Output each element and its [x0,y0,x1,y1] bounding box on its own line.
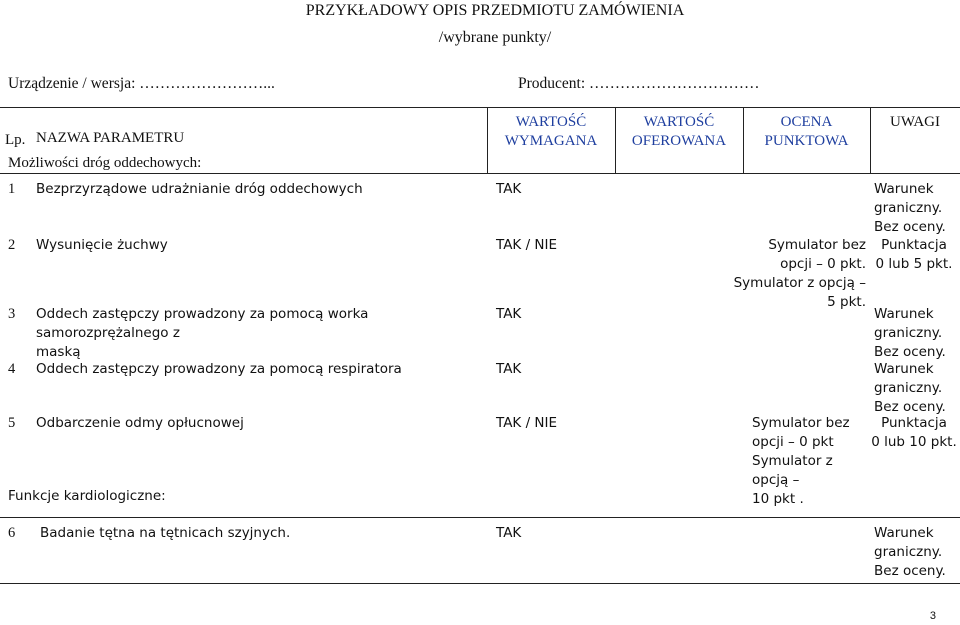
row-1-lp: 1 [8,181,16,197]
document-subtitle: /wybrane punkty/ [438,29,552,46]
document-title: PRZYKŁADOWY OPIS PRZEDMIOTU ZAMÓWIENIA [305,2,685,19]
row-2-score: Symulator bez opcji – 0 pkt. Symulator z opcją – 5 pkt. [733,237,866,310]
row-5-lp: 5 [8,415,16,431]
row-4-required: TAK [496,361,522,377]
header-bottom-border [0,173,960,174]
section-airway-capabilities: Możliwości dróg oddechowych: [8,155,202,171]
row-1-required: TAK [496,181,522,197]
row-4-notes: Warunek graniczny. Bez oceny. [874,361,946,415]
row-2-notes: Punktacja 0 lub 5 pkt. [875,237,953,272]
producer-field: Producent: …………………………… [518,75,760,92]
row-6-lp: 6 [8,525,16,541]
table-top-border [0,107,960,108]
row-3-required: TAK [496,306,522,322]
row-1-param: Bezprzyrządowe udrażnianie dróg oddechowych [36,181,363,197]
row-3-notes: Warunek graniczny. Bez oceny. [874,306,946,360]
row-2-param: Wysunięcie żuchwy [36,237,168,253]
row-2-lp: 2 [8,237,16,253]
header-lp: Lp. [5,132,26,148]
header-required-value: WARTOŚĆ WYMAGANA [504,114,598,149]
row-3-param: Oddech zastępczy prowadzony za pomocą worka samorozprężalnego z maską [36,306,369,360]
row-6-notes: Warunek graniczny. Bez oceny. [874,525,946,579]
row-1-notes: Warunek graniczny. Bez oceny. [874,181,946,235]
row-6-required: TAK [496,525,522,541]
device-version-field: Urządzenie / wersja: ……………………... [8,75,275,92]
row-5-notes: Punktacja 0 lub 10 pkt. [871,415,957,450]
table-bottom-border [0,583,960,584]
row-5-score: Symulator bez opcji – 0 pkt Symulator z opcją – 10 pkt . [752,415,850,507]
header-notes: UWAGI [890,114,940,130]
row-4-lp: 4 [8,361,16,377]
row-3-lp: 3 [8,306,16,322]
section-cardio-functions: Funkcje kardiologiczne: [8,488,166,504]
page-number: 3 [929,610,936,622]
header-offered-value: WARTOŚĆ OFEROWANA [631,114,727,149]
row-5-param: Odbarczenie odmy opłucnowej [36,415,244,431]
row-5-required: TAK / NIE [496,415,558,431]
header-score: OCENA PUNKTOWA [764,114,849,149]
header-param-name: NAZWA PARAMETRU [36,130,185,146]
section-divider [0,517,960,518]
row-4-param: Oddech zastępczy prowadzony za pomocą respiratora [36,361,402,377]
row-2-required: TAK / NIE [496,237,558,253]
row-6-param: Badanie tętna na tętnicach szyjnych. [40,525,291,541]
